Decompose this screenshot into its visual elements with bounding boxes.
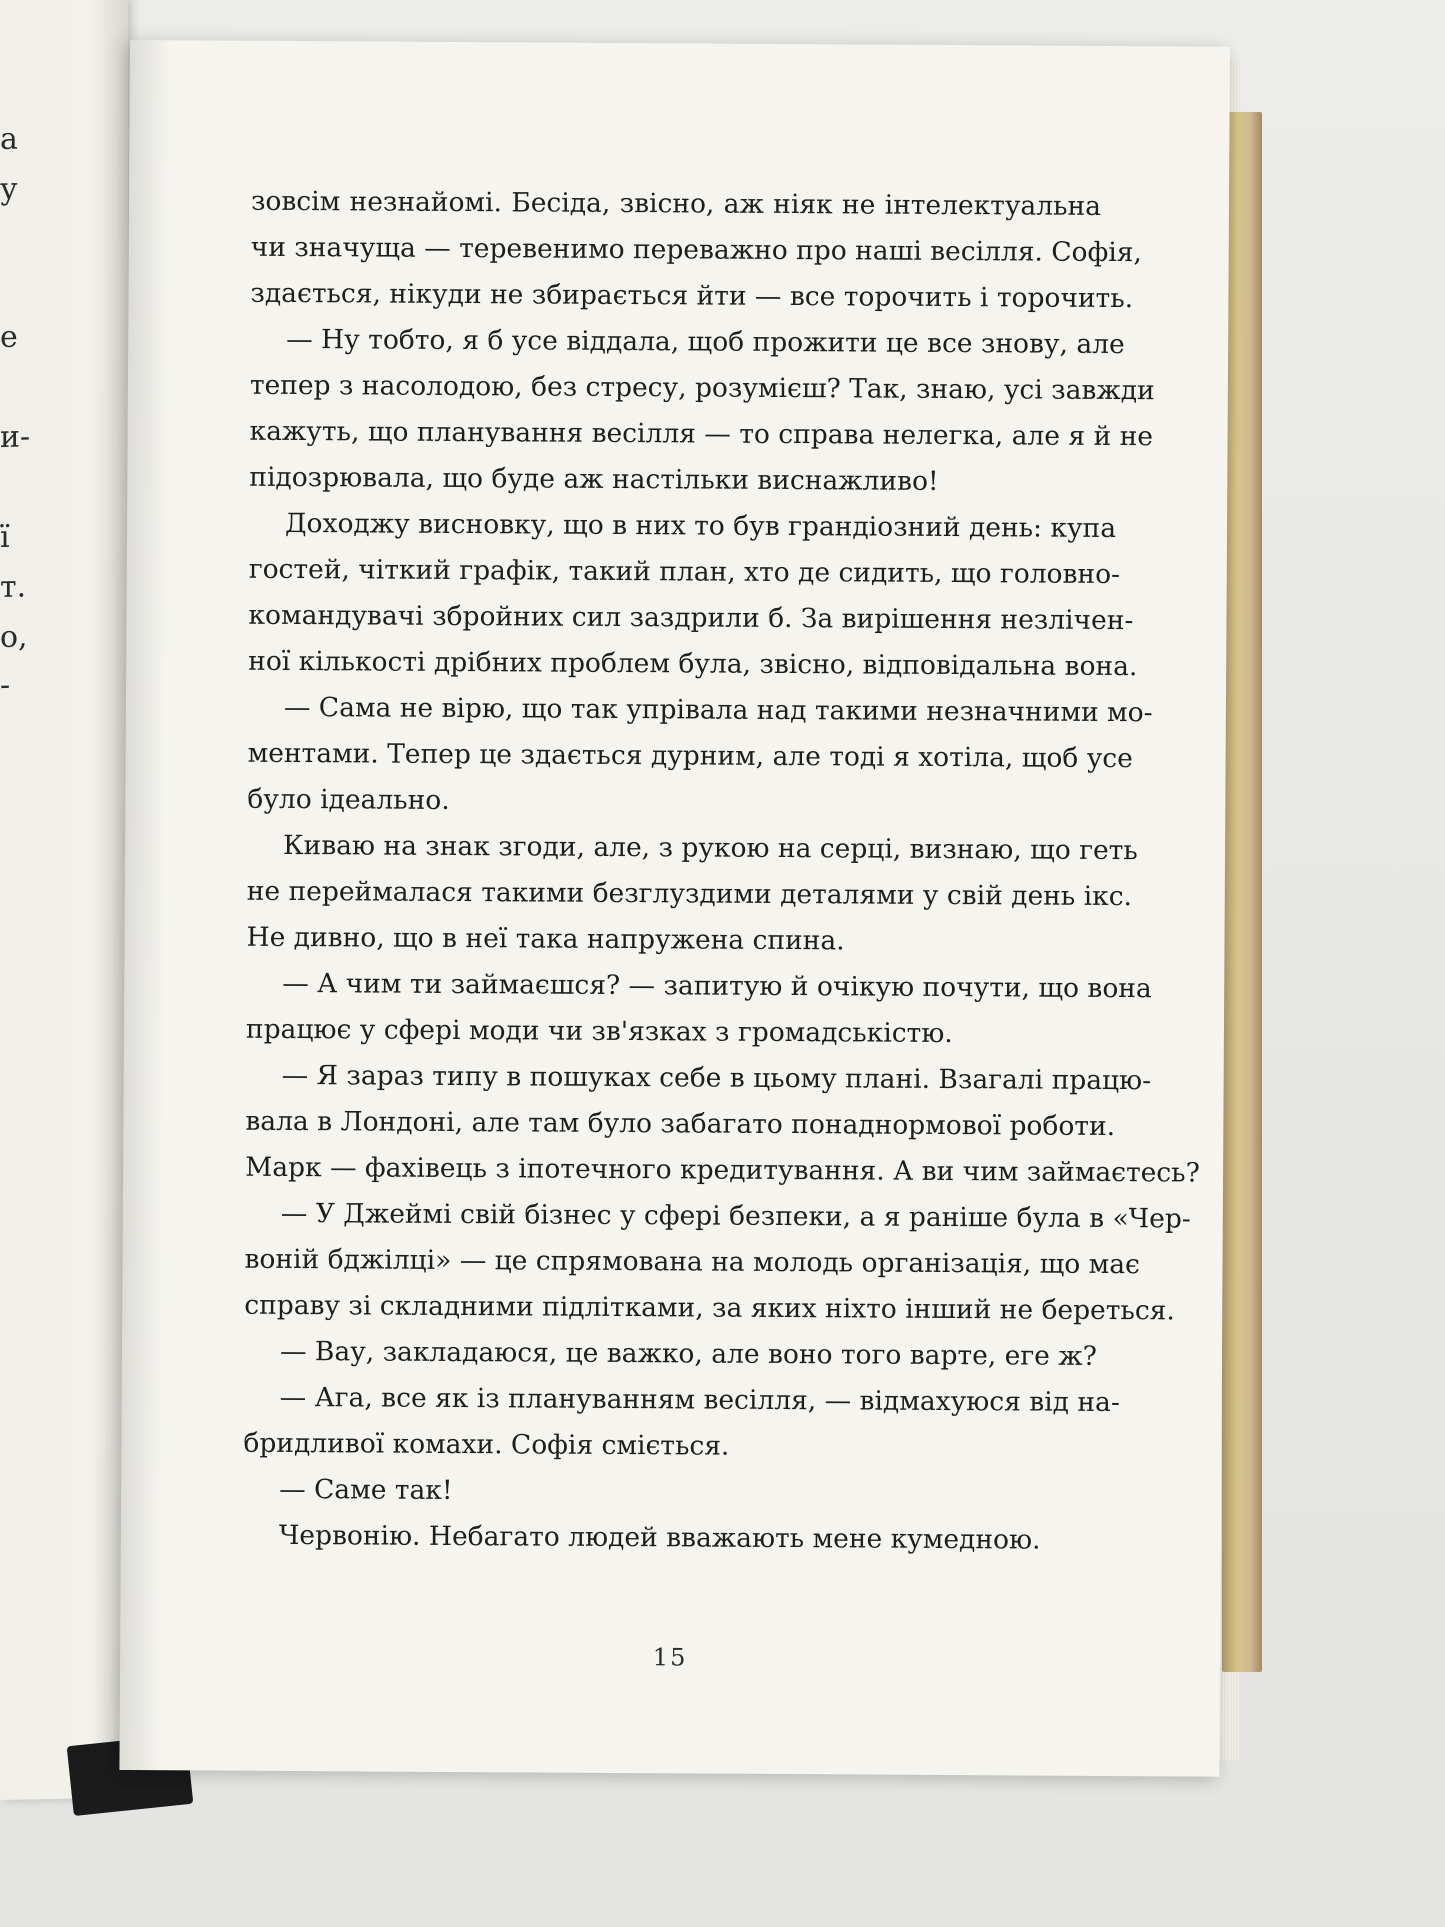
left-page-fragment: у xyxy=(0,171,18,207)
text-line: — Я зараз типу в пошуках себе в цьому плані. Взагалі працю- xyxy=(281,1059,1152,1097)
previous-page-edge xyxy=(0,0,128,1800)
text-line: Червонію. Небагато людей вважають мене кумедною. xyxy=(278,1519,1041,1556)
book-page xyxy=(119,40,1230,1777)
text-line: — А чим ти займаєшся? — запитую й очікую почути, що вона xyxy=(282,967,1152,1005)
text-line: здається, нікуди не збирається йти — все торочить і торочить. xyxy=(250,277,1134,315)
left-page-fragment: а xyxy=(0,121,18,157)
text-line: — Саме так! xyxy=(279,1473,453,1506)
text-line: було ідеально. xyxy=(247,783,450,816)
text-line: чи значуща — теревенимо переважно про наші весілля. Софія, xyxy=(250,231,1143,269)
text-line: справу зі складними підлітками, за яких ніхто інший не береться. xyxy=(244,1289,1175,1327)
text-line: Киваю на знак згоди, але, з рукою на серці, визнаю, що геть xyxy=(282,829,1138,867)
text-line: не переймалася такими безглуздими деталями у свій день ікс. xyxy=(246,875,1133,913)
page-text-block xyxy=(243,179,1200,1564)
text-line: кажуть, що планування весілля — то справа нелегка, але я й не xyxy=(249,415,1154,453)
left-page-fragment: и- xyxy=(0,419,31,455)
text-line: бридливої комахи. Софія сміється. xyxy=(243,1427,730,1462)
text-line: працює у сфері моди чи зв'язках з громадськістю. xyxy=(245,1013,953,1050)
text-line: — У Джеймі свій бізнес у сфері безпеки, а я раніше була в «Чер- xyxy=(280,1197,1191,1235)
left-page-fragment: т. xyxy=(0,569,27,605)
left-page-fragment: ї xyxy=(0,519,10,555)
text-line: командувачі збройних сил заздрили б. За вирішення незлічен- xyxy=(248,599,1134,637)
left-page-fragment: о, xyxy=(0,619,28,655)
text-line: гостей, чіткий графік, такий план, хто де сидить, що головно- xyxy=(248,553,1121,591)
text-line: тепер з насолодою, без стресу, розумієш? Так, знаю, усі завжди xyxy=(249,369,1155,407)
text-line: зовсім незнайомі. Бесіда, звісно, аж ніяк не інтелектуальна xyxy=(250,185,1102,222)
text-line: підозрювала, що буде аж настільки виснажливо! xyxy=(249,461,939,497)
text-line: ментами. Тепер це здається дурним, але тоді я хотіла, щоб усе xyxy=(247,737,1133,775)
text-line: Доходжу висновку, що в них то був грандіозний день: купа xyxy=(284,507,1117,545)
text-line: ної кількості дрібних проблем була, звісно, відповідальна вона. xyxy=(248,645,1138,683)
text-line: вала в Лондоні, але там було забагато понаднормової роботи. xyxy=(245,1105,1116,1143)
text-line: Марк — фахівець з іпотечного кредитування. А ви чим займаєтесь? xyxy=(245,1151,1200,1189)
page-number: 15 xyxy=(652,1643,688,1672)
text-line: — Сама не вірю, що так упрівала над такими незначними мо- xyxy=(283,691,1153,729)
text-line: — Вау, закладаюся, це важко, але воно того варте, еге ж? xyxy=(279,1335,1098,1372)
text-line: воній бджілці» — це спрямована на молодь організація, що має xyxy=(244,1243,1141,1281)
text-line: Не дивно, що в неї така напружена спина. xyxy=(246,921,845,957)
text-line: — Ну тобто, я б усе віддала, щоб прожити це все знову, але xyxy=(286,323,1125,361)
left-page-fragment: е xyxy=(0,319,18,355)
text-line: — Ага, все як із плануванням весілля, — відмахуюся від на- xyxy=(279,1381,1120,1419)
left-page-fragment: - xyxy=(0,667,11,703)
